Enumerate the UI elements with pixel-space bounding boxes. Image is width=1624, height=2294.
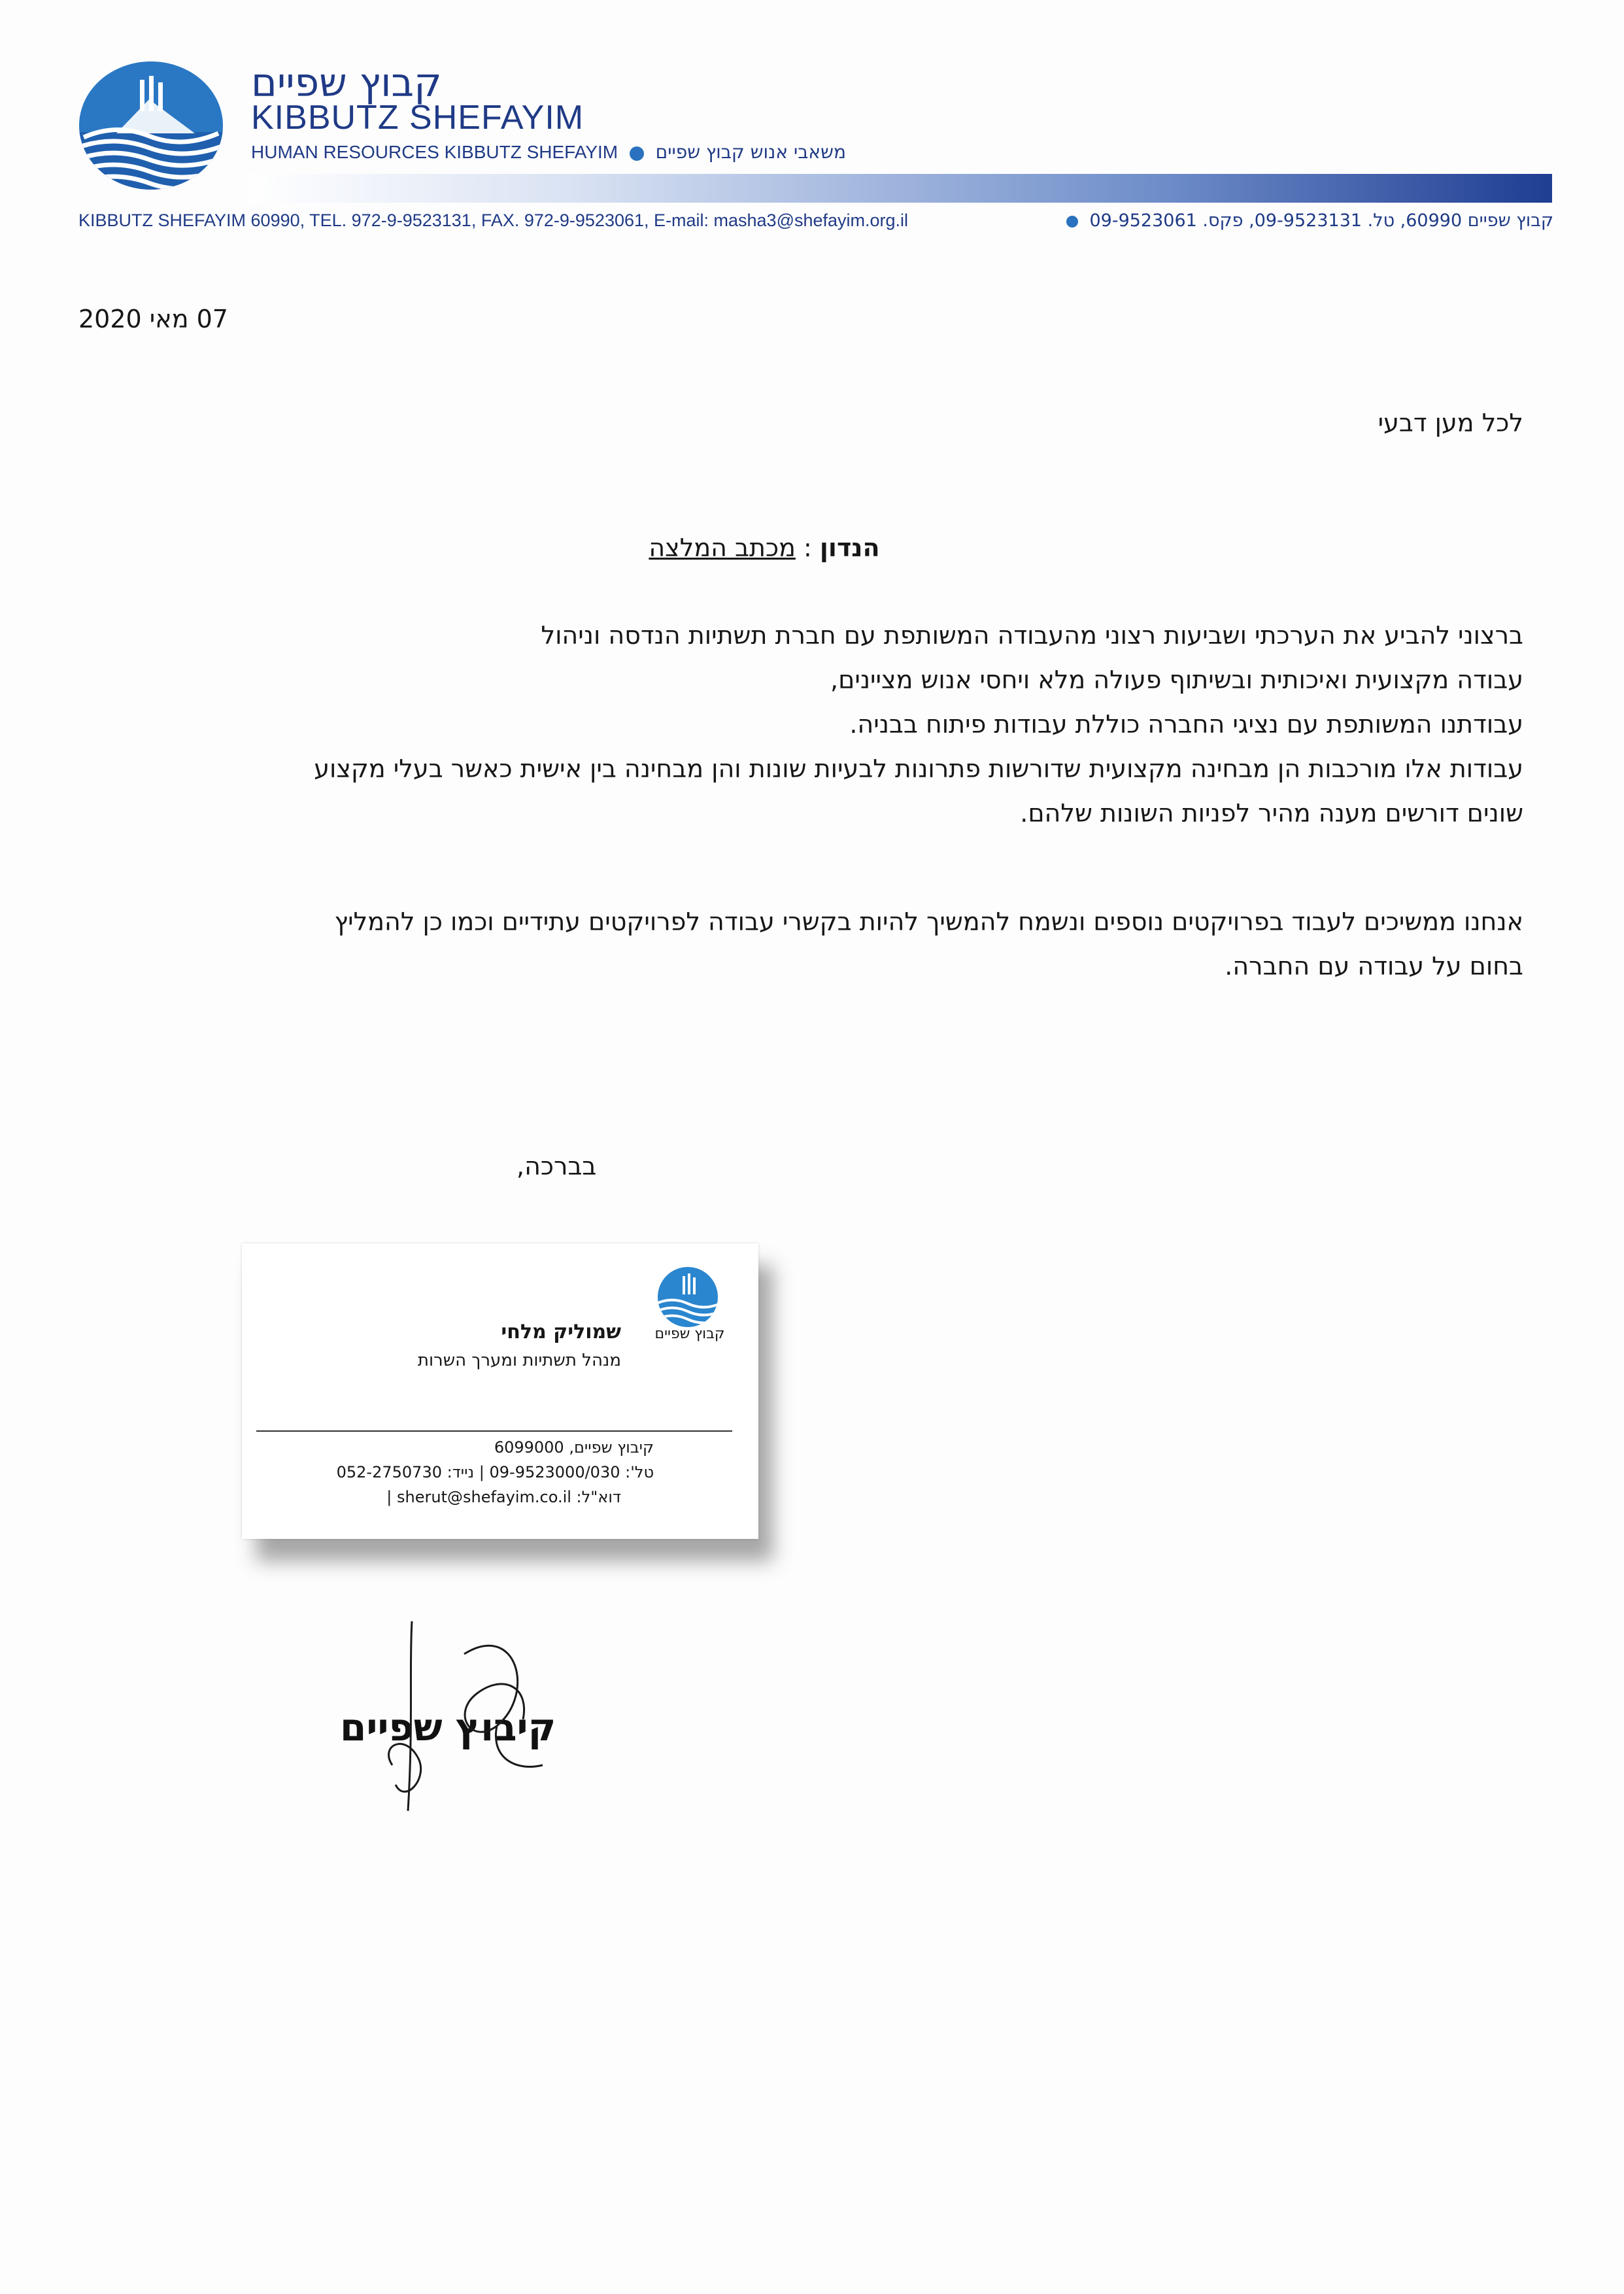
paragraph-line: עבודות אלו מורכבות הן מבחינה מקצועית שדורשות פתרונות לבעיות שונות והן מבחינה בין אישית כאשר בעלי מקצוע <box>314 754 1523 783</box>
letterhead-band <box>248 174 1552 203</box>
letter-subject <box>0 533 1529 562</box>
paragraph-1 <box>78 613 1523 835</box>
paragraph-line: שונים דורשים מענה מהיר לפניות השונות שלהם. <box>1020 799 1523 828</box>
letter-closing: בברכה, <box>516 1152 597 1181</box>
subject-text: מכתב המלצה <box>649 533 796 562</box>
signature-icon <box>366 1615 562 1830</box>
paragraph-line: בחום על עבודה עם החברה. <box>1225 952 1523 981</box>
department-hebrew: משאבי אנוש קבוץ שפיים <box>655 141 847 163</box>
contact-hebrew: קבוץ שפיים 60990, טל. 09-9523131, פקס. 09-9523061 <box>1060 211 1553 231</box>
card-email: דוא"ל: sherut@shefayim.co.il | <box>386 1488 621 1506</box>
letter-greeting: לכל מען דבעי <box>1378 409 1523 437</box>
subject-label: הנדון <box>819 533 880 562</box>
bullet-icon <box>1066 216 1078 228</box>
paragraph-line: אנחנו ממשיכים לעבוד בפרויקטים נוספים ונשמח להמשיך להיות בקשרי עבודה לפרויקטים עתידיים וכמו כן להמליץ <box>334 907 1523 936</box>
letter-date: 07 מאי 2020 <box>78 305 228 333</box>
letterhead-name-hebrew: קבוץ שפיים <box>251 60 442 106</box>
card-name: שמוליק מלחי <box>501 1321 621 1343</box>
card-address: קיבוץ שפיים, 6099000 <box>494 1438 654 1457</box>
card-logo-text: קבוץ שפיים <box>654 1326 725 1342</box>
paragraph-line: עבודתנו המשותפת עם נציגי החברה כוללת עבודות פיתוח בבניה. <box>849 710 1523 739</box>
paragraph-line: ברצוני להביע את הערכתי ושביעות רצוני מהעבודה המשותפת עם חברת תשתיות הנדסה וניהול <box>541 621 1523 650</box>
contact-english: KIBBUTZ SHEFAYIM 60990, TEL. 972-9-9523131, FAX. 972-9-9523061, E-mail: masha3@shefayim.org.il <box>78 211 909 230</box>
subject-separator: : <box>795 533 820 562</box>
paragraph-2 <box>78 900 1523 988</box>
card-logo-icon <box>647 1263 732 1341</box>
card-divider <box>256 1430 732 1432</box>
kibbutz-stamp: קיבוץ שפיים <box>340 1705 556 1749</box>
department-english: HUMAN RESOURCES KIBBUTZ SHEFAYIM <box>251 142 618 162</box>
card-phone: טל': 09-9523000/030 | נייד: 052-2750730 <box>336 1463 654 1481</box>
letterhead-name-english: KIBBUTZ SHEFAYIM <box>251 99 584 137</box>
letterhead-department <box>251 141 846 163</box>
paragraph-line: עבודה מקצועית ואיכותית ובשיתוף פעולה מלא ויחסי אנוש מציינים, <box>830 666 1523 694</box>
bullet-icon <box>630 146 644 161</box>
card-role: מנהל תשתיות ומערך השרות <box>417 1351 621 1370</box>
letterhead-contact <box>78 211 1553 231</box>
kibbutz-shefayim-logo-icon <box>77 60 225 191</box>
business-card <box>242 1243 758 1539</box>
